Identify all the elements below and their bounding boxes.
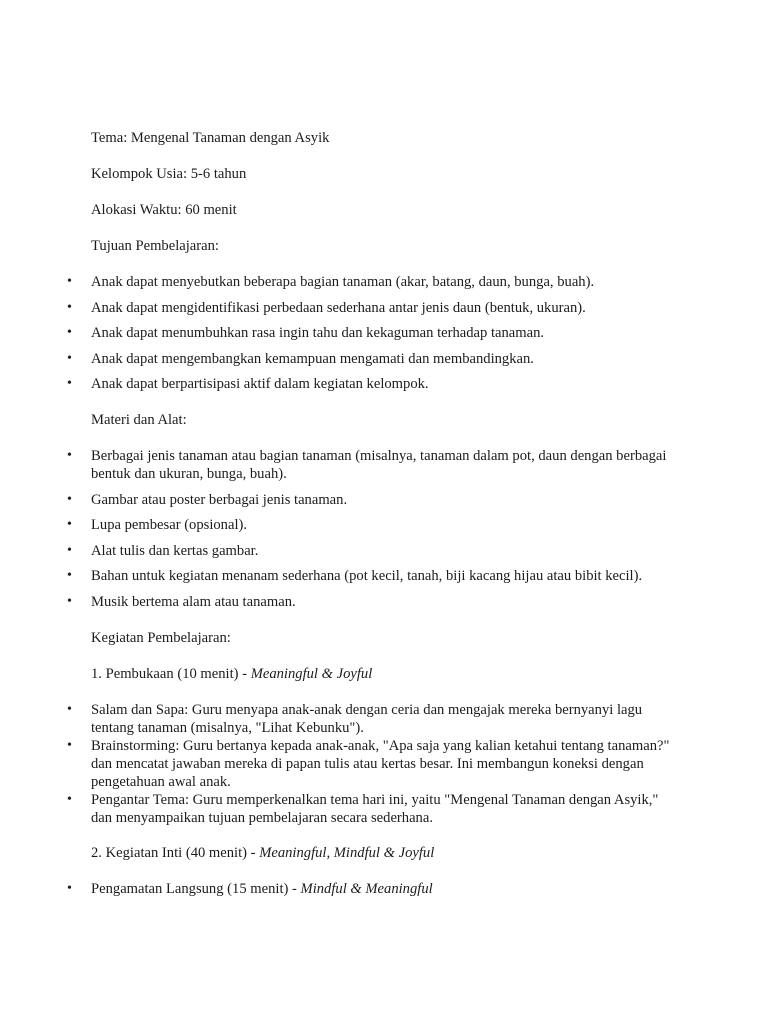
kegiatan-heading: Kegiatan Pembelajaran: (91, 630, 231, 646)
list-item: • Salam dan Sapa: Guru menyapa anak-anak dengan ceria dan mengajak mereka bernyanyi lagu tentang tanaman (misalnya, "Lihat Kebunku"). (91, 701, 681, 737)
list-item: • Brainstorming: Guru bertanya kepada anak-anak, "Apa saja yang kalian ketahui tentang tanaman?" dan mencatat jawaban mereka di papan tulis atau kertas besar. Ini membangun koneksi dengan pengetahuan awal anak. (91, 737, 681, 791)
inti-item-emphasis: Mindful & Meaningful (300, 881, 433, 897)
inti-title-text: 2. Kegiatan Inti (40 menit) - (91, 845, 260, 861)
inti-item-text: Pengamatan Langsung (15 menit) - (91, 881, 301, 897)
inti-list (91, 880, 681, 898)
materi-list (91, 447, 681, 611)
list-item: • Alat tulis dan kertas gambar. (91, 542, 681, 560)
tema-line: Tema: Mengenal Tanaman dengan Asyik (91, 130, 330, 146)
list-item: • Anak dapat menyebutkan beberapa bagian tanaman (akar, batang, daun, bunga, buah). (91, 273, 681, 291)
list-item: • Berbagai jenis tanaman atau bagian tanaman (misalnya, tanaman dalam pot, daun dengan berbagai bentuk dan ukuran, bunga, buah). (91, 447, 681, 483)
list-item: • Pengantar Tema: Guru memperkenalkan tema hari ini, yaitu "Mengenal Tanaman dengan Asyik," dan menyampaikan tujuan pembelajaran secara sederhana. (91, 791, 681, 827)
list-item: • Musik bertema alam atau tanaman. (91, 593, 681, 611)
pembukaan-title-emphasis: Meaningful & Joyful (250, 666, 373, 682)
list-item: • Gambar atau poster berbagai jenis tanaman. (91, 491, 681, 509)
tujuan-heading: Tujuan Pembelajaran: (91, 238, 219, 254)
inti-title (91, 844, 434, 862)
tujuan-list (91, 273, 681, 393)
materi-heading: Materi dan Alat: (91, 412, 187, 428)
list-item: • Anak dapat mengidentifikasi perbedaan sederhana antar jenis daun (bentuk, ukuran). (91, 299, 681, 317)
list-item: • Anak dapat berpartisipasi aktif dalam kegiatan kelompok. (91, 375, 681, 393)
kelompok-usia-line: Kelompok Usia: 5-6 tahun (91, 166, 247, 182)
list-item: • Lupa pembesar (opsional). (91, 516, 681, 534)
list-item: • Anak dapat menumbuhkan rasa ingin tahu dan kekaguman terhadap tanaman. (91, 324, 681, 342)
pembukaan-list (91, 701, 681, 827)
list-item (91, 880, 681, 898)
list-item: • Bahan untuk kegiatan menanam sederhana (pot kecil, tanah, biji kacang hijau atau bibit kecil). (91, 567, 681, 585)
list-item: • Anak dapat mengembangkan kemampuan mengamati dan membandingkan. (91, 350, 681, 368)
pembukaan-title (91, 665, 372, 683)
alokasi-waktu-line: Alokasi Waktu: 60 menit (91, 202, 237, 218)
inti-title-emphasis: Meaningful, Mindful & Joyful (259, 845, 435, 861)
pembukaan-title-text: 1. Pembukaan (10 menit) - (91, 666, 251, 682)
